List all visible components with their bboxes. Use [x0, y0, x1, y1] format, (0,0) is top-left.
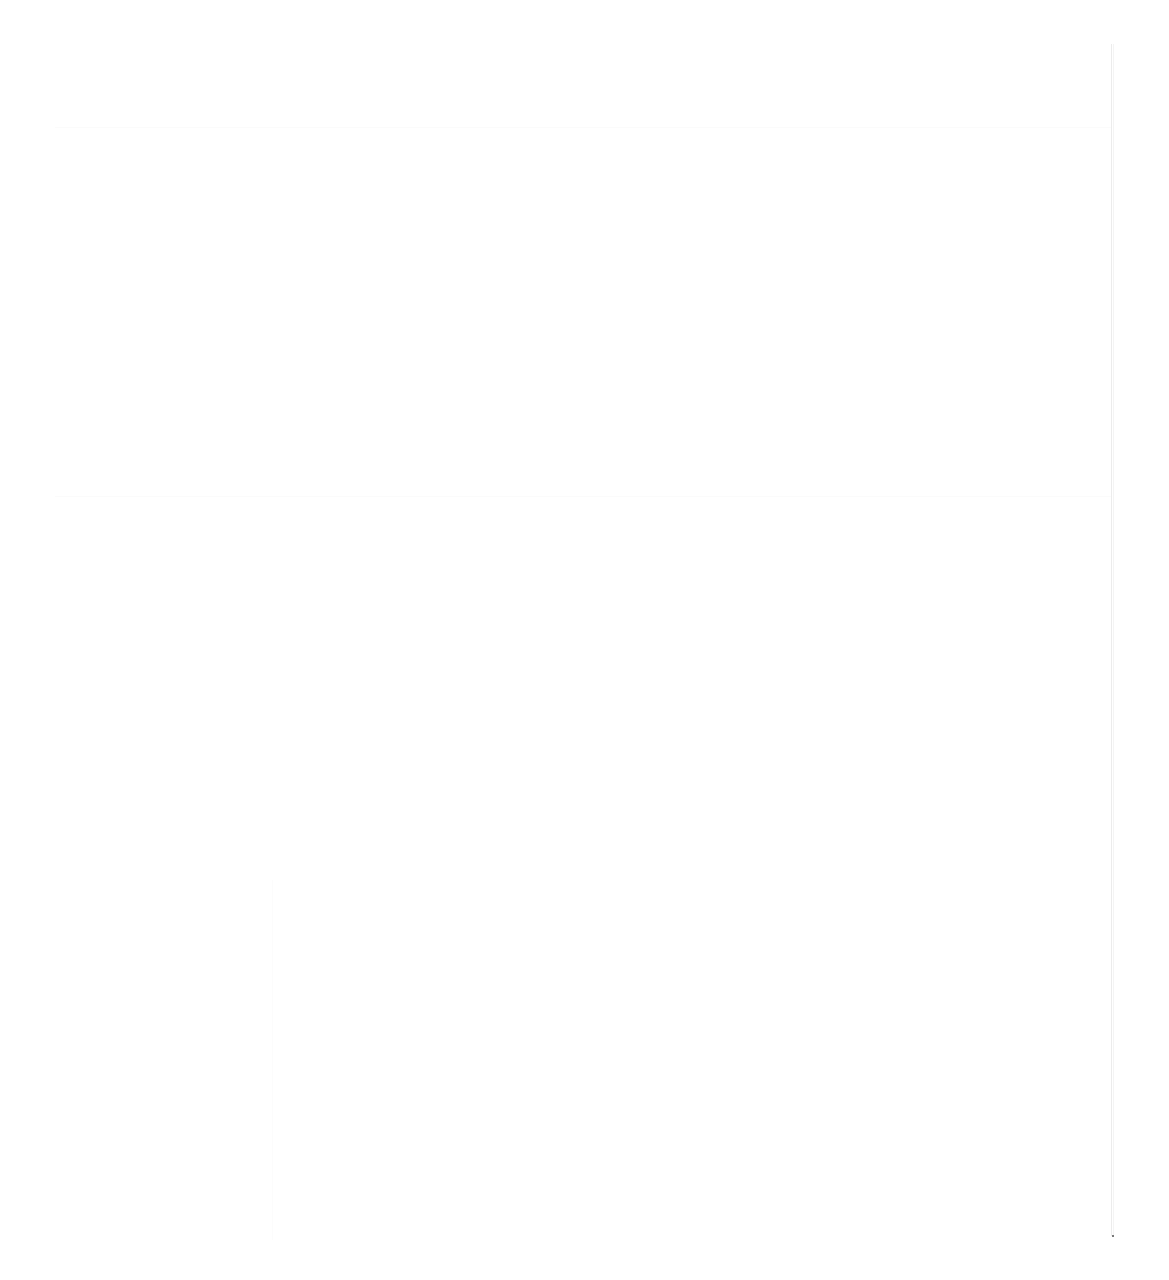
faint-divider-top: [55, 127, 1112, 128]
vertical-scrollbar[interactable]: [1111, 44, 1114, 1236]
faint-column-guide: [272, 880, 273, 1240]
faint-divider-middle: [55, 496, 1112, 497]
scroll-end-marker-icon: [1112, 1235, 1114, 1237]
